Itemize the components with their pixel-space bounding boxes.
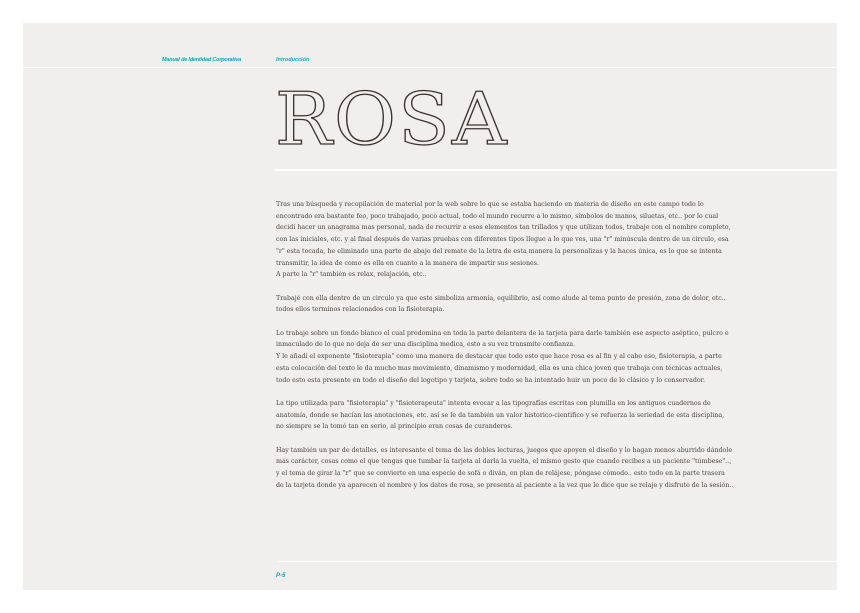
text-line: Tras una búsqueda y recopilación de material por la web sobre lo que se estaba haciendo en materia de diseño en este campo todo lo [276,201,704,208]
text-line: decidí hacer un anagrama mas personal, nada de recurrir a esos elementos tan trillados y que utilizan todos, trabaje con el nombre completo, [276,224,731,232]
text-line: Trabajé con ella dentro de un circulo ya que este simboliza armonía, equilibrio, así como alude al tema punto de presión, zona de dolor, etc.. [276,294,726,302]
header-divider [23,67,837,68]
paragraph [276,293,790,316]
paragraph [276,328,790,387]
text-line: no siempre se la tomó tan en serio, al principio eran cosas de curanderos. [276,423,513,431]
text-line: A parte la "r" también es relax, relajación, etc.. [276,271,427,279]
manual-title: Manual de Identidad Corporativa [162,57,242,63]
footer-divider [277,561,837,562]
title-divider [275,169,837,171]
text-line: mas carácter, cosas como el que tengas que tumbar la tarjeta al darla la vuelta, el mismo gesto que cuando recibes a un paciente "túmbese".., [276,458,732,466]
text-line: Hay también un par de detalles, es interesante el tema de las dobles lecturas, juegos que apoyen el diseño y lo hagan menos aburrido dándole [276,446,733,454]
text-line: transmitir, la idea de como es ella en cuanto a la manera de impartir sus sesiones. [276,259,539,267]
text-line: y el tema de girar la "r" que se convierte en una especie de sofá o diván, en plan de relájese, póngase cómodo.. esto todo en la parte trasera [276,470,725,478]
text-line: con las iniciales, etc. y al final después de varias pruebas con diferentes tipos llegue a lo que ves, una "r" minúscula dentro de un circulo, esa [276,236,729,244]
text-line: de la tarjeta donde ya aparecen el nombre y los datos de rosa, se presenta al paciente a la vez que le dice que se relaje y disfrute de la sesión.. [276,481,734,489]
text-line: encontrado era bastante feo, poco trabajado, poco actual, todo el mundo recurre a lo mismo, símbolos de manos, siluetas, etc.. por lo cual [276,212,719,220]
text-line: todo esto esta presente en todo el diseño del logotipo y tarjeta, sobre todo se ha intentado huir un poco de lo clásico y lo conservador. [276,376,705,384]
section-title: Introducción [276,57,310,63]
text-line: inmaculado de lo que no deja de ser una disciplina medica, esto a su vez transmite confianza. [276,341,576,349]
paragraph [276,445,790,492]
page-title [275,77,509,161]
text-line: todos ellos terminos relacionados con la fisioterapia. [276,306,445,314]
body-text [276,199,790,503]
page-title-text: ROSA [275,77,509,161]
paragraph [276,199,790,281]
page-number: P-5 [276,573,286,579]
text-line: La tipo utilizada para "fisioterapia" y "fisioterapeuta" intenta evocar a las tipografías escritas con plumilla en los antiguos cuadernos de [276,399,711,407]
text-line: "r" esta tocada, he eliminado una parte de abajo del remate de la letra de esta manera la personalizas y la haces única, es lo que se intenta [276,247,722,255]
text-line: Y le añadí el exponente "fisioterapia" como una manera de destacar que todo esto que hace rosa es al fin y al cabo eso, fisioterapia, a parte [276,353,722,361]
text-line: Lo trabaje sobre un fondo blanco el cual predomina en toda la parte delantera de la tarjeta para darle también ese aspecto aséptico, pulcro e [276,329,729,337]
text-line: anatomía, donde se hacían las anotaciones, etc. así se le da también un valor historico-cientifico y se refuerza la seriedad de esta disciplina, [276,411,725,419]
text-line: esta colocación del texto le da mucho mas movimiento, dinamismo y modernidad, ella es una chica joven que trabaja con técnicas actuales, [276,364,723,372]
document-page [23,23,837,590]
paragraph [276,398,790,433]
